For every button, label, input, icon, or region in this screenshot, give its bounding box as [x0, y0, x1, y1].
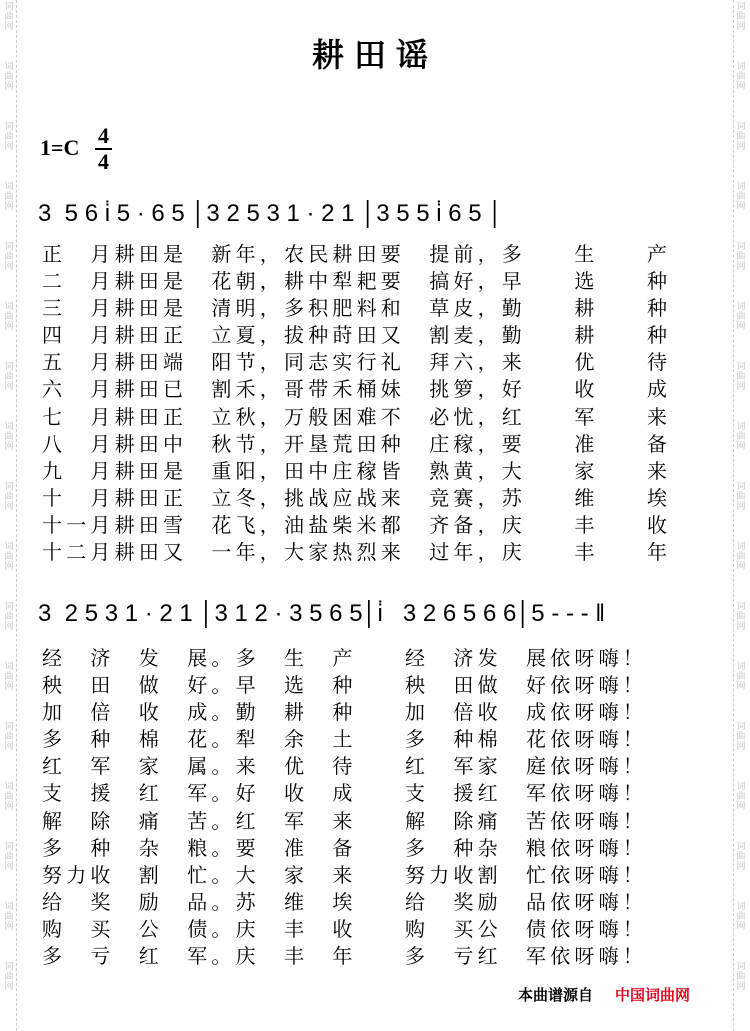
- time-numerator: 4: [95, 124, 112, 150]
- watermark-text: 词曲网: [4, 782, 14, 812]
- lyric-line: 九 月耕田是 重阳，田中庄稼皆 熟黄，大 家 来: [42, 458, 672, 483]
- time-denominator: 4: [98, 149, 109, 174]
- watermark-text: 词曲网: [4, 902, 14, 932]
- lyric-line: 正 月耕田是 新年，农民耕田要 提前，多 生 产: [42, 242, 672, 266]
- watermark-text: 词曲网: [736, 842, 746, 872]
- lyric-line: 七 月耕田正 立秋，万般困难不 必忧，红 军 来: [42, 404, 672, 429]
- lyric-line: 多 亏 红 军。庆 丰 年 多 亏红 军依呀嗨！: [42, 944, 647, 969]
- watermark-strip-left: [2, 0, 17, 1031]
- lyric-line: 经 济 发 展。多 生 产 经 济发 展依呀嗨！: [42, 646, 647, 670]
- watermark-text: 词曲网: [4, 242, 14, 272]
- watermark-text: 词曲网: [736, 362, 746, 392]
- watermark-text: 词曲网: [4, 422, 14, 452]
- watermark-text: 词曲网: [4, 662, 14, 692]
- notation-line-2: 3 2 5 3 1 · 2 1 │3 1 2 · 3 5 6 5│i̇ 3 2 6 5 6 6│5 - - - ‖: [38, 600, 606, 627]
- key-signature: 1=C: [40, 135, 80, 160]
- lyric-line: 十 月耕田正 立冬，挑战应战来 竞赛，苏 维 埃: [42, 485, 672, 510]
- watermark-text: 词曲网: [736, 242, 746, 272]
- lyric-line: 秧 田 做 好。早 选 种 秧 田做 好依呀嗨！: [42, 673, 647, 698]
- time-signature: [95, 124, 112, 174]
- watermark-text: 词曲网: [4, 302, 14, 332]
- watermark-text: 词曲网: [4, 722, 14, 752]
- source-credit: [518, 984, 690, 1005]
- lyric-line: 支 援 红 军。好 收 成 支 援红 军依呀嗨！: [42, 781, 647, 806]
- watermark-text: 词曲网: [4, 962, 14, 992]
- watermark-text: 词曲网: [4, 542, 14, 572]
- watermark-text: 词曲网: [736, 482, 746, 512]
- lyric-line: 努力收 割 忙。大 家 来 努力收割 忙依呀嗨！: [42, 862, 647, 887]
- lyric-line: 五 月耕田端 阳节，同志实行礼 拜六，来 优 待: [42, 350, 672, 375]
- credit-prefix: 本曲谱源自: [518, 986, 594, 1004]
- watermark-text: 词曲网: [736, 662, 746, 692]
- watermark-text: 词曲网: [736, 302, 746, 332]
- lyric-line: 十二月耕田又 一年，大家热烈来 过年，庆 丰 年: [42, 540, 672, 565]
- watermark-text: 词曲网: [736, 902, 746, 932]
- lyric-line: 十一月耕田雪 花飞，油盐柴米都 齐备，庆 丰 收: [42, 512, 672, 537]
- watermark-text: 词曲网: [4, 2, 14, 32]
- lyrics-block-2: [42, 645, 647, 970]
- watermark-text: 词曲网: [736, 62, 746, 92]
- watermark-text: 词曲网: [4, 842, 14, 872]
- watermark-text: 词曲网: [4, 362, 14, 392]
- notation-line-1: 3 5 6 i̇ 5 · 6 5 │3 2 5 3 1 · 2 1 │3 5 5 i̇ 6 5 │: [38, 200, 504, 227]
- song-title: 耕田谣: [311, 36, 438, 74]
- watermark-text: 词曲网: [4, 62, 14, 92]
- watermark-text: 词曲网: [736, 542, 746, 572]
- lyric-line: 给 奖 励 品。苏 维 埃 给 奖励 品依呀嗨！: [42, 889, 647, 914]
- lyric-line: 八 月耕田中 秋节，开垦荒田种 庄稼，要 准 备: [42, 431, 672, 456]
- lyric-line: 二 月耕田是 花朝，耕中犁耙要 搞好，早 选 种: [42, 269, 672, 294]
- lyric-line: 多 种 杂 粮。要 准 备 多 种杂 粮依呀嗨！: [42, 835, 647, 860]
- lyric-line: 加 倍 收 成。勤 耕 种 加 倍收 成依呀嗨！: [42, 700, 647, 725]
- watermark-strip-right: [733, 0, 748, 1031]
- watermark-text: 词曲网: [4, 482, 14, 512]
- lyrics-block-1: [42, 241, 671, 566]
- credit-site-link[interactable]: 中国词曲网: [615, 986, 691, 1004]
- watermark-text: 词曲网: [736, 722, 746, 752]
- watermark-text: 词曲网: [736, 122, 746, 152]
- lyric-line: 解 除 痛 苦。红 军 来 解 除痛 苦依呀嗨！: [42, 808, 647, 833]
- watermark-text: 词曲网: [4, 182, 14, 212]
- watermark-text: 词曲网: [4, 602, 14, 632]
- lyric-line: 购 买 公 债。庆 丰 收 购 买公 债依呀嗨！: [42, 916, 647, 941]
- lyric-line: 红 军 家 属。来 优 待 红 军家 庭依呀嗨！: [42, 754, 647, 779]
- lyric-line: 三 月耕田是 清明，多积肥料和 草皮，勤 耕 种: [42, 296, 672, 321]
- watermark-text: 词曲网: [736, 182, 746, 212]
- lyric-line: 多 种 棉 花。犁 余 土 多 种棉 花依呀嗨！: [42, 727, 647, 752]
- watermark-text: 词曲网: [736, 422, 746, 452]
- lyric-line: 四 月耕田正 立夏，拔种莳田又 割麦，勤 耕 种: [42, 323, 672, 348]
- watermark-text: 词曲网: [4, 122, 14, 152]
- watermark-text: 词曲网: [736, 962, 746, 992]
- watermark-text: 词曲网: [736, 2, 746, 32]
- watermark-text: 词曲网: [736, 782, 746, 812]
- lyric-line: 六 月耕田已 割禾，哥带禾桶妹 挑箩，好 收 成: [42, 377, 672, 402]
- watermark-text: 词曲网: [736, 602, 746, 632]
